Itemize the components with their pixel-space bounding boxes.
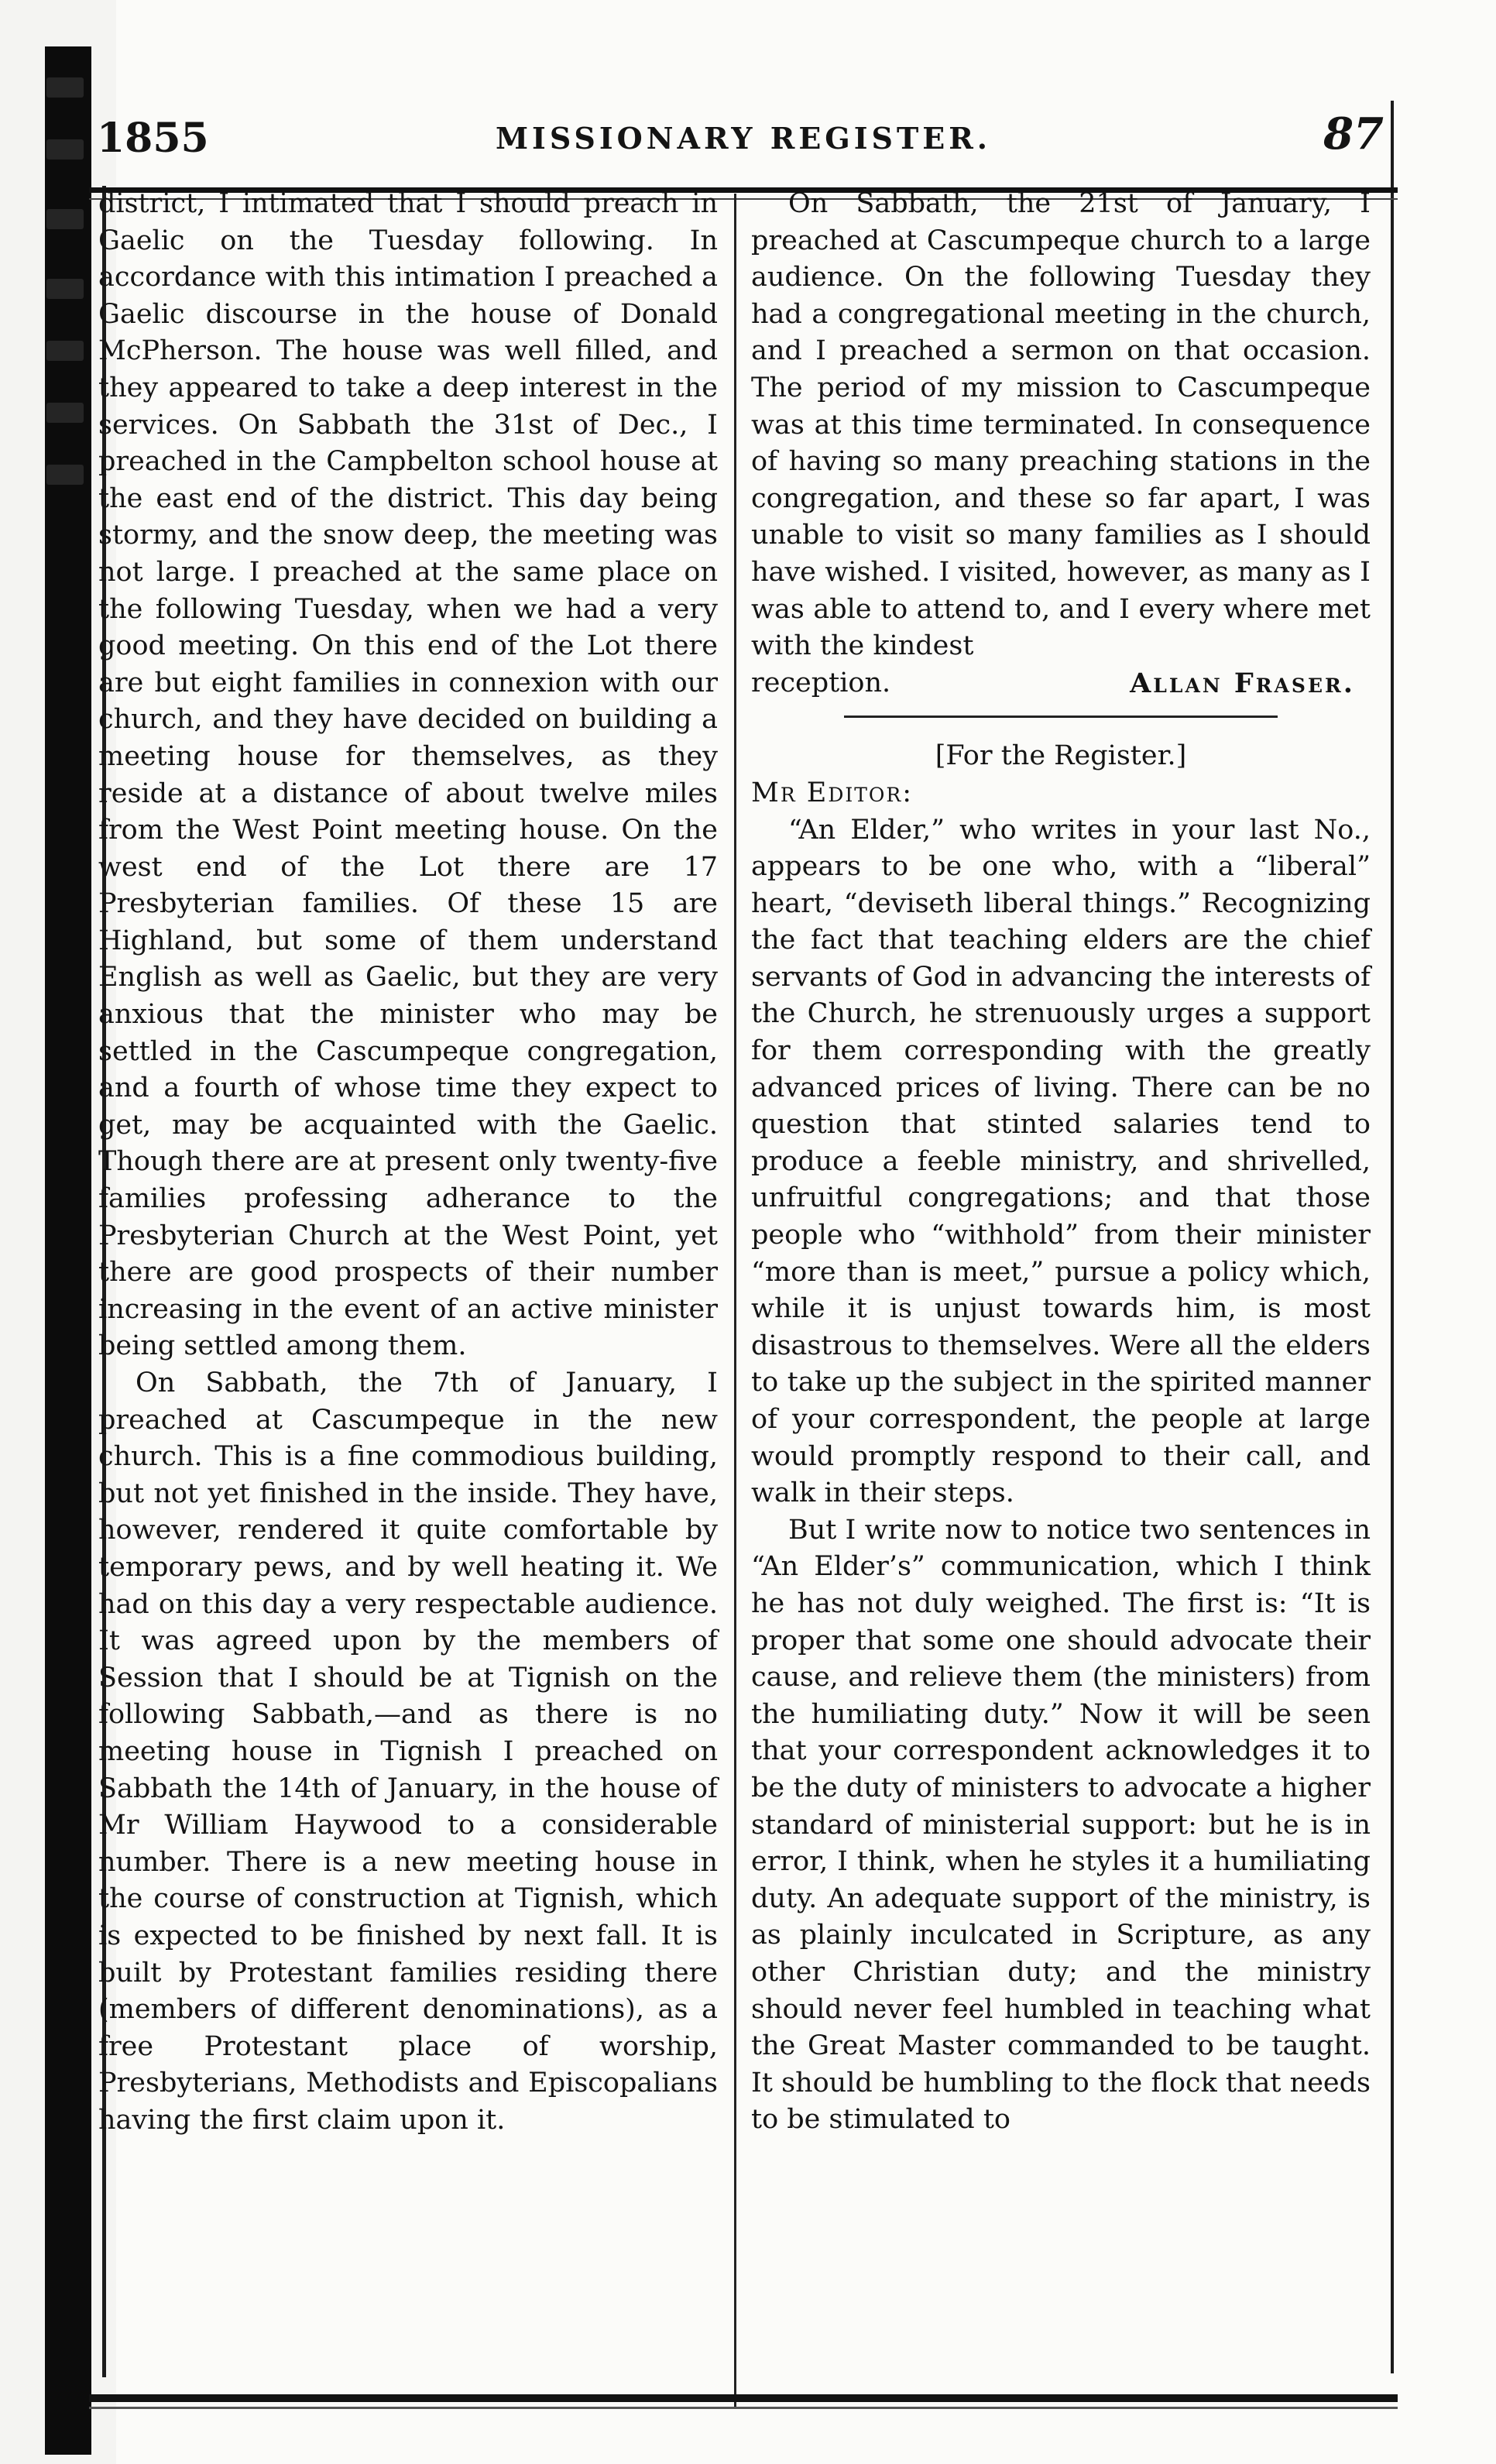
- header-year: 1855: [97, 115, 209, 162]
- edge-fragment: [46, 279, 84, 299]
- paragraph: But I write now to notice two sentences in “An Elder’s” communication, which I think he has not duly weighed. The first is: “It is proper that some one should advocate their cause, and relieve them (the ministers) from the humiliating duty.” Now it will be seen that your correspondent acknowledges it to be the duty of ministers to advocate a higher standard of ministerial support: but he is in error, I think, when he styles it a humiliating duty. An adequate support of the ministry, is as plainly inculcated in Scripture, as any other Christian duty; and the ministry should never feel humbled in teaching what the Great Master commanded to be taught. It should be humbling to the flock that needs to be stimulated to: [751, 1514, 1371, 2136]
- page-header: [89, 101, 1398, 186]
- paragraph: On Sabbath, the 21st of January, I preached at Cascumpeque church to a large audience. On the following Tuesday they had a congregational meeting in the church, and I preached a sermon on that occasion. The period of my mission to Cascumpeque was at this time terminated. In consequence of having so many preaching stations in the congregation, and these so far apart, I was unable to visit so many families as I should have wished. I visited, however, as many as I was able to attend to, and I every where met with the kindest: [751, 188, 1371, 662]
- paragraph: On Sabbath, the 7th of January, I preached at Cascumpeque in the new church. This is a fine commodious building, but not yet finished in the inside. They have, however, rendered it quite comfortable by temporary pews, and by well heating it. We had on this day a very respectable audience. It was agreed upon by the members of Session that I should be at Tignish on the following Sabbath,—and as there is no meeting house in Tignish I preached on Sabbath the 14th of January, in the house of Mr William Haywood to a considerable number. There is a new meeting house in the course of construction at Tignish, which is expected to be finished by next fall. It is built by Protestant families residing there (members of different denominations), as a free Protestant place of worship, Presbyterians, Methodists and Episcopalians having the first claim upon it.: [98, 1368, 718, 2136]
- column-divider: [734, 194, 736, 2408]
- edge-fragment: [46, 403, 84, 423]
- page-number: 87: [1323, 108, 1384, 160]
- header-title: MISSIONARY REGISTER.: [495, 121, 991, 156]
- footer-rule-thin: [89, 2407, 1398, 2409]
- edge-fragment: [46, 209, 84, 229]
- paragraph: “An Elder,” who writes in your last No., appears to be one who, with a “liberal” heart, “deviseth liberal things.” Recognizing the fact that teaching elders are the chief servants of God in advancing the interests of the Church, he strenuously urges a support for them corresponding with the greatly advanced prices of living. There can be no question that stinted salaries tend to produce a feeble ministry, and shrivelled, unfruitful congregations; and that those people who “withhold” from their minister “more than is meet,” pursue a policy which, while it is unjust towards him, is most disastrous to themselves. Were all the elders to take up the subject in the spirited manner of your correspondent, the people at large would promptly respond to their call, and walk in their steps.: [751, 814, 1371, 1509]
- closing-word: reception.: [751, 667, 891, 698]
- edge-fragment: [46, 465, 84, 485]
- left-column: [98, 186, 718, 2139]
- binding-spine: [45, 46, 91, 2455]
- paragraph: district, I intimated that I should preach in Gaelic on the Tuesday following. In accordance with this intimation I preached a Gaelic discourse in the house of Donald McPherson. The house was well filled, and they appeared to take a deep interest in the services. On Sabbath the 31st of Dec., I preached in the Campbelton school house at the east end of the district. This day being stormy, and the snow deep, the meeting was not large. I preached at the same place on the following Tuesday, when we had a very good meeting. On this end of the Lot there are but eight families in connexion with our church, and they have decided on building a meeting house for themselves, as they reside at a distance of about twelve miles from the West Point meeting house. On the west end of the Lot there are 17 Presbyterian families. Of these 15 are Highland, but some of them understand English as well as Gaelic, but they are very anxious that the minister who may be settled in the Cascumpeque congregation, and a fourth of whose time they expect to get, may be acquainted with the Gaelic. Though there are at present only twenty-five families professing adherance to the Presbyterian Church at the West Point, yet there are good prospects of their number increasing in the event of an active minister being settled among them.: [98, 188, 718, 1362]
- footer-rule: [89, 2394, 1398, 2402]
- salutation: Mr Editor:: [751, 777, 914, 808]
- edge-fragment: [46, 139, 84, 160]
- section-heading: [For the Register.]: [935, 740, 1187, 772]
- edge-fragment: [46, 77, 84, 98]
- section-separator: [844, 716, 1278, 718]
- right-column: [751, 186, 1371, 2139]
- signature-line: [751, 665, 1371, 702]
- newspaper-page: [89, 77, 1398, 2401]
- edge-fragment: [46, 341, 84, 361]
- signature: Allan Fraser.: [1130, 667, 1355, 699]
